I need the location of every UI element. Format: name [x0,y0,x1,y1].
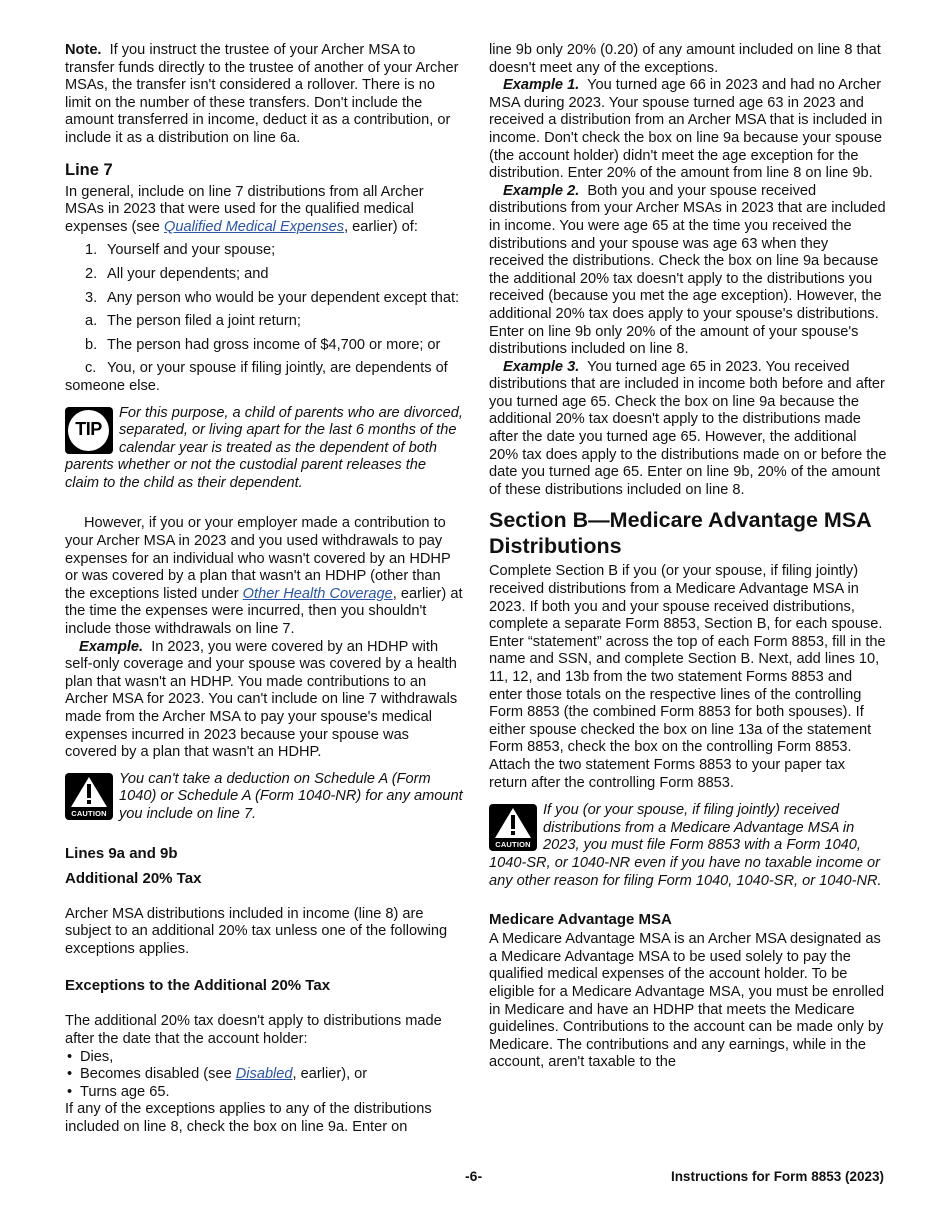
note-text: If you instruct the trustee of your Archer MSA to transfer funds directly to the trustee of another of your Archer MSAs, the transfer isn't considered a rollover. There is no limit on the number of these transfers. Don't include the amount transferred in income, deduct it as a contribution, or include it as a distribution on line 6a. [65,42,459,146]
example-2-paragraph [489,183,887,359]
list-item [65,266,463,284]
list-item-number: c. [85,360,97,377]
document-title: Instructions for Form 8853 (2023) [670,1169,884,1184]
page-number: -6- [465,1168,483,1184]
lines9-heading: Lines 9a and 9b [65,844,178,862]
medicare-advantage-text: A Medicare Advantage MSA is an Archer MSA designated as a Medicare Advantage MSA to be used solely to pay the qualified medical expenses of the account holder. To be eligible for a Medicare Advantage MSA, you must be enrolled in Medicare and have an HDHP that meets the Medicare guidelines. Contributions to the account can be made only by Medicare. The contributions and any earnings, while in the account, aren't taxable to the [489,931,885,1071]
right-column [489,42,887,1072]
line7-intro [65,184,463,237]
exceptions-intro: The additional 20% tax doesn't apply to distributions made after the date that the account holder: [65,1013,442,1047]
tip-icon-label: TIP [68,410,109,451]
list-item-text: Any person who would be your dependent except that: [107,289,460,306]
list-item [65,242,463,260]
line7-list [65,242,463,395]
exceptions-heading: Exceptions to the Additional 20% Tax [65,977,331,995]
additional-tax-heading: Additional 20% Tax [65,869,202,887]
list-item-text: The person had gross income of $4,700 or more; or [107,336,441,353]
line7-intro-text: In general, include on line 7 distributions from all Archer MSAs in 2023 that were used for the qualified medical expenses (see [65,183,424,235]
line7-intro-after: , earlier) of: [344,218,418,235]
example-lead: Example 3. [503,358,580,375]
list-item-text: The person filed a joint return; [107,313,301,330]
caution-icon [489,804,537,851]
list-item [65,337,463,355]
example-paragraph [65,639,463,762]
list-item: • Turns age 65. [65,1084,463,1102]
however-paragraph [65,515,463,638]
other-health-coverage-link[interactable]: Other Health Coverage [242,585,393,602]
caution-text: If you (or your spouse, if filing jointly) received distributions from a Medicare Advantage MSA in 2023, you must file Form 8853 with a Form 1040, 1040-SR, or 1040-NR even if you have no taxable income or any other reason for filing Form 1040, 1040-SR, or 1040-NR. [489,802,882,889]
section-b-text: Complete Section B if you (or your spouse, if filing jointly) received distributions from a Medicare Advantage MSA in 2023. If both you and your spouse received distributions, complete a separate Form 8853, Section B, for each spouse. Enter “statement” across the top of each Form 8853, fill in the name and SSN, and complete Section B. Next, add lines 10, 11, 12, and 13b from the two statement Forms 8853 and enter those totals on the respective lines of the controlling Form 8853 (the combined Form 8853 for both spouses). If either spouse checked the box on line 13a of the statement Form 8853, check the box on the controlling Form 8853. Attach the two statement Forms 8853 to your paper tax return after the controlling Form 8853. [489,563,886,791]
example-lead: Example 2. [503,182,580,199]
list-item [65,313,463,331]
continuation-text: line 9b only 20% (0.20) of any amount included on line 8 that doesn't meet any of the exceptions. [489,42,881,76]
list-item-after: , earlier), or [292,1066,368,1083]
however-text: However, if you or your employer made a contribution to your Archer MSA in 2023 and you used withdrawals to pay expenses for an individual who wasn't covered by an HDHP or was covered by a plan that wasn't an HDHP (other than the exceptions listed under [65,515,451,602]
note-paragraph [65,42,463,148]
list-item-text: Yourself and your spouse; [107,242,276,259]
caution-icon-label: CAUTION [495,840,531,850]
warning-triangle-icon [494,807,532,839]
example-text: Both you and your spouse received distributions from your Archer MSAs in 2023 that are included in income. You were age 65 at the time you received the distributions and your spouse was age 63 when they received the distributions. Check the box on line 9a because the additional 20% tax doesn't apply to the distributions you received (because you met the age exception). However, the additional 20% tax does apply to your spouse's distributions. Enter on line 9b only 20% of the amount of your spouse's distributions included on line 8. [489,182,886,358]
tip-text: For this purpose, a child of parents who are divorced, separated, or living apart for the last 6 months of the calendar year is treated as the dependent of both parents whether or not the custodial parent releases the claim to the child as their dependent. [65,404,463,491]
caution-box [65,771,463,824]
list-item [65,360,463,395]
list-item-number: a. [85,313,98,330]
section-b-heading: Section B—Medicare Advantage MSA Distributions [489,508,871,559]
disabled-link[interactable]: Disabled [235,1066,293,1083]
list-item-text: Becomes disabled (see [80,1066,236,1083]
caution-text: You can't take a deduction on Schedule A (Form 1040) or Schedule A (Form 1040-NR) for any amount you include on line 7. [119,770,463,822]
note-lead: Note. [65,42,102,58]
caution-box [489,802,887,890]
example-text: In 2023, you were covered by an HDHP with self-only coverage and your spouse was covered by a health plan that wasn't an HDHP. You made contributions to an Archer MSA for 2023. You can't include on line 7 withdrawals made from the Archer MSA to pay your spouse's medical expenses incurred in 2023 because your spouse was covered by a plan that wasn't an HDHP. [65,638,458,761]
caution-icon-label: CAUTION [71,808,107,818]
example-lead: Example. [79,638,144,655]
qualified-medical-expenses-link[interactable]: Qualified Medical Expenses [163,218,345,235]
line7-heading: Line 7 [65,160,113,179]
list-item-number: b. [85,336,98,353]
exceptions-list [65,1049,463,1102]
list-item [65,290,463,308]
additional-tax-text: Archer MSA distributions included in income (line 8) are subject to an additional 20% tax unless one of the following exceptions applies. [65,905,448,957]
list-item-text: All your dependents; and [107,265,269,282]
left-column [65,42,463,1137]
example-text: You turned age 65 in 2023. You received distributions that are included in income both before and after you turned age 65. Check the box on line 9a because the additional 20% tax doesn't apply to the distributions made after the date you turned age 65. However, the additional 20% tax does apply to the distributions made on or before the date you turned age 65. Enter on line 9b, 20% of the amount of these distributions included on line 8. [489,358,887,498]
list-item-number: 1. [85,242,98,259]
example-lead: Example 1. [503,77,580,94]
tip-icon [65,407,113,454]
tip-box [65,405,463,493]
example-text: You turned age 66 in 2023 and had no Archer MSA during 2023. Your spouse turned age 63 in 2023 and received a distribution from an Archer MSA that is included in income. Don't check the box on line 9a because your spouse (the account holder) didn't meet the age exception for the distribution. Enter 20% of the amount from line 8 on line 9b. [489,77,883,182]
list-item-number: 2. [85,265,98,282]
exceptions-closing: If any of the exceptions applies to any of the distributions included on line 8, check the box on line 9a. Enter on [65,1101,432,1135]
example-3-paragraph [489,359,887,500]
caution-icon [65,773,113,820]
list-item: • Dies, [65,1049,463,1067]
list-item [65,1066,463,1084]
warning-triangle-icon [70,776,108,808]
list-item-number: 3. [85,289,98,306]
however-after: , earlier) at the time the expenses were incurred, then you shouldn't include those withdrawals on line 7. [65,585,463,638]
medicare-advantage-heading: Medicare Advantage MSA [489,911,672,929]
list-item-text: You, or your spouse if filing jointly, are dependents of someone else. [65,360,448,394]
example-1-paragraph [489,77,887,183]
